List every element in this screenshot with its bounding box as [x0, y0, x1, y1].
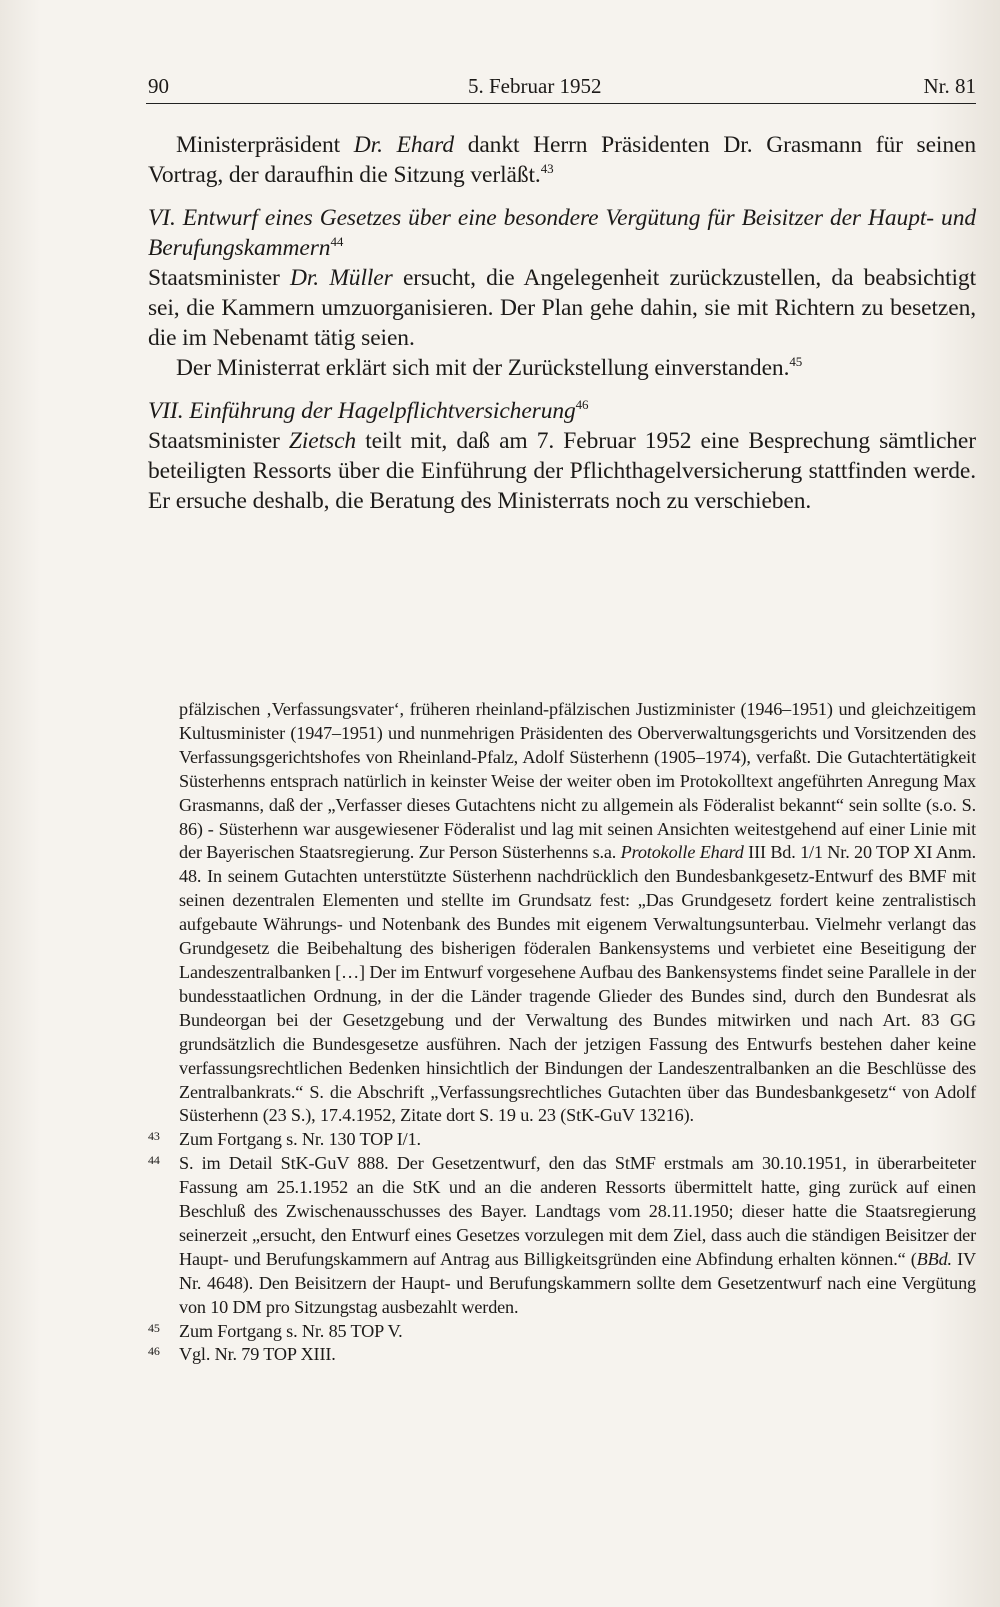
footnote-number: 46 [148, 1344, 160, 1359]
citation-title: BBd. [916, 1248, 952, 1269]
footnote-number: 43 [148, 1129, 160, 1144]
footnote-45: 45 Zum Fortgang s. Nr. 85 TOP V. [148, 1320, 976, 1344]
footnote-continuation: pfälzischen ‚Verfassungsvater‘, früheren rheinland-pfälzischen Justizminister (1946–1951) und gleichzeitigem Kultusminister (1947–1951) und nunmehrigen Präsidenten des Oberverwaltungsgerichts und Vorsitzenden des Verfassungsgerichtshofes von Rheinland-Pfalz, Adolf Süsterhenn (1905–1974), verfaßt. Die Gutachtertätigkeit Süsterhenns entsprach natürlich in keinster Weise der weiter oben im Protokolltext angeführten Anregung Max Grasmanns, daß der „Verfasser dieses Gutachtens nicht zu allgemein als Föderalist bekannt“ sein sollte (s.o. S. 86) - Süsterhenn war ausgewiesener Föderalist und lag mit seinen Ansichten weitestgehend auf einer Linie mit der Bayerischen Staatsregierung. Zur Person Süsterhenns s.a. Protokolle Ehard III Bd. 1/1 Nr. 20 TOP XI Anm. 48. In seinem Gutachten unterstützte Süsterhenn nachdrücklich den Bundesbankgesetz-Entwurf des BMF mit seinen dezentralen Elementen und stellte im Grundsatz fest: „Das Grundgesetz fordert keine zentralistisch aufgebaute Währungs- und Notenbank des Bundes mit eigenem Verwaltungsunterbau. Vielmehr verlangt das Grundgesetz die Beibehaltung des bisherigen föderalen Bankensystems und verbietet eine Beseitigung der Landeszentralbanken […] Der im Entwurf vorgesehene Aufbau des Bankensystems findet seine Parallele in der bundesstaatlichen Ordnung, in der die Länder tragende Glieder des Bundes sind, durch den Bundesrat als Bundeorgan bei der Gesetzgebung und der Verwaltung des Bundes mitwirken und nach Art. 83 GG grundsätzlich die Bundesgesetze ausführen. Nach der jetzigen Fassung des Entwurfs bestehen daher keine verfassungsrechtlichen Bedenken hinsichtlich der Bindungen der Landeszentralbanken an die Beschlüsse des Zentralbankrats.“ S. die Abschrift „Verfassungsrechtliches Gutachten über das Bundesbankgesetz“ von Adolf Süsterhenn (23 S.), 17.4.1952, Zitate dort S. 19 u. 23 (StK-GuV 13216). [179, 699, 976, 1126]
citation-title: Protokolle Ehard [620, 842, 744, 863]
section-heading-vii: VII. Einführung der Hagelpflichtversicherung$^{46}$ [148, 397, 589, 424]
footnote-number: 45 [148, 1320, 160, 1335]
main-text [148, 130, 976, 516]
footnotes [148, 698, 976, 1367]
paragraph-ehard: Ministerpräsident Dr. Ehard dankt Herrn Präsidenten Dr. Grasmann für seinen Vortrag, der daraufhin die Sitzung verläßt.$^{43}$ [148, 132, 976, 188]
footnote-number: 44 [148, 1153, 160, 1168]
footnote-ref: 45 [789, 354, 803, 370]
speaker-name: Dr. Müller [290, 265, 393, 291]
footnote-ref: 46 [575, 397, 589, 413]
header-date: 5. Februar 1952 [468, 74, 602, 98]
footnote-ref: 44 [330, 234, 344, 250]
footnote-ref: 43 [540, 161, 554, 177]
header-issue-number: Nr. 81 [923, 74, 976, 98]
paragraph-zietsch: Staatsminister Zietsch teilt mit, daß am 7. Februar 1952 eine Besprechung sämtlicher beteiligten Ressorts über die Einführung der Pflichthagelversicherung stattfinden werde. Er ersuche deshalb, die Beratung des Ministerrats noch zu verschieben. [148, 428, 976, 514]
paragraph-ministerrat: Der Ministerrat erklärt sich mit der Zurückstellung einverstanden.$^{45}$ [176, 354, 803, 381]
footnote-44: 44 S. im Detail StK-GuV 888. Der Gesetzentwurf, den das StMF erstmals am 30.10.1951, in überarbeiteter Fassung am 25.1.1952 an die StK und an die anderen Ressorts übermittelt hatte, ging zurück auf einen Beschluß des Zwischenausschusses des Bayer. Landtags vom 28.11.1950; dieser hatte die Staatsregierung seinerzeit „ersucht, den Entwurf eines Gesetzes vorzulegen mit dem Ziel, dass auch die ständigen Beisitzer der Haupt- und Berufungskammern auf Antrag aus Billigkeitsgründen eine Abfindung erhalten können.“ (BBd. IV Nr. 4648). Den Beisitzern der Haupt- und Berufungskammern sollte dem Gesetzentwurf nach eine Vergütung von 10 DM pro Sitzungstag ausbezahlt werden. [148, 1152, 976, 1319]
footnote-46: 46 Vgl. Nr. 79 TOP XIII. [148, 1343, 976, 1367]
footnote-43: 43 Zum Fortgang s. Nr. 130 TOP I/1. [148, 1128, 976, 1152]
speaker-name: Zietsch [288, 428, 357, 454]
paragraph-mueller: Staatsminister Dr. Müller ersucht, die Angelegenheit zurückzustellen, da beabsichtigt sei, die Kammern umzuorganisieren. Der Plan gehe dahin, sie mit Richtern zu besetzen, die im Nebenamt tätig seien. [148, 265, 977, 351]
running-header [148, 74, 976, 110]
header-rule [146, 103, 976, 104]
page-number: 90 [148, 74, 169, 98]
section-heading-vi: VI. Entwurf eines Gesetzes über eine besondere Vergütung für Beisitzer der Haupt- und Berufungskammern$^{44}$ [148, 205, 976, 261]
speaker-name: Dr. Ehard [353, 132, 454, 158]
